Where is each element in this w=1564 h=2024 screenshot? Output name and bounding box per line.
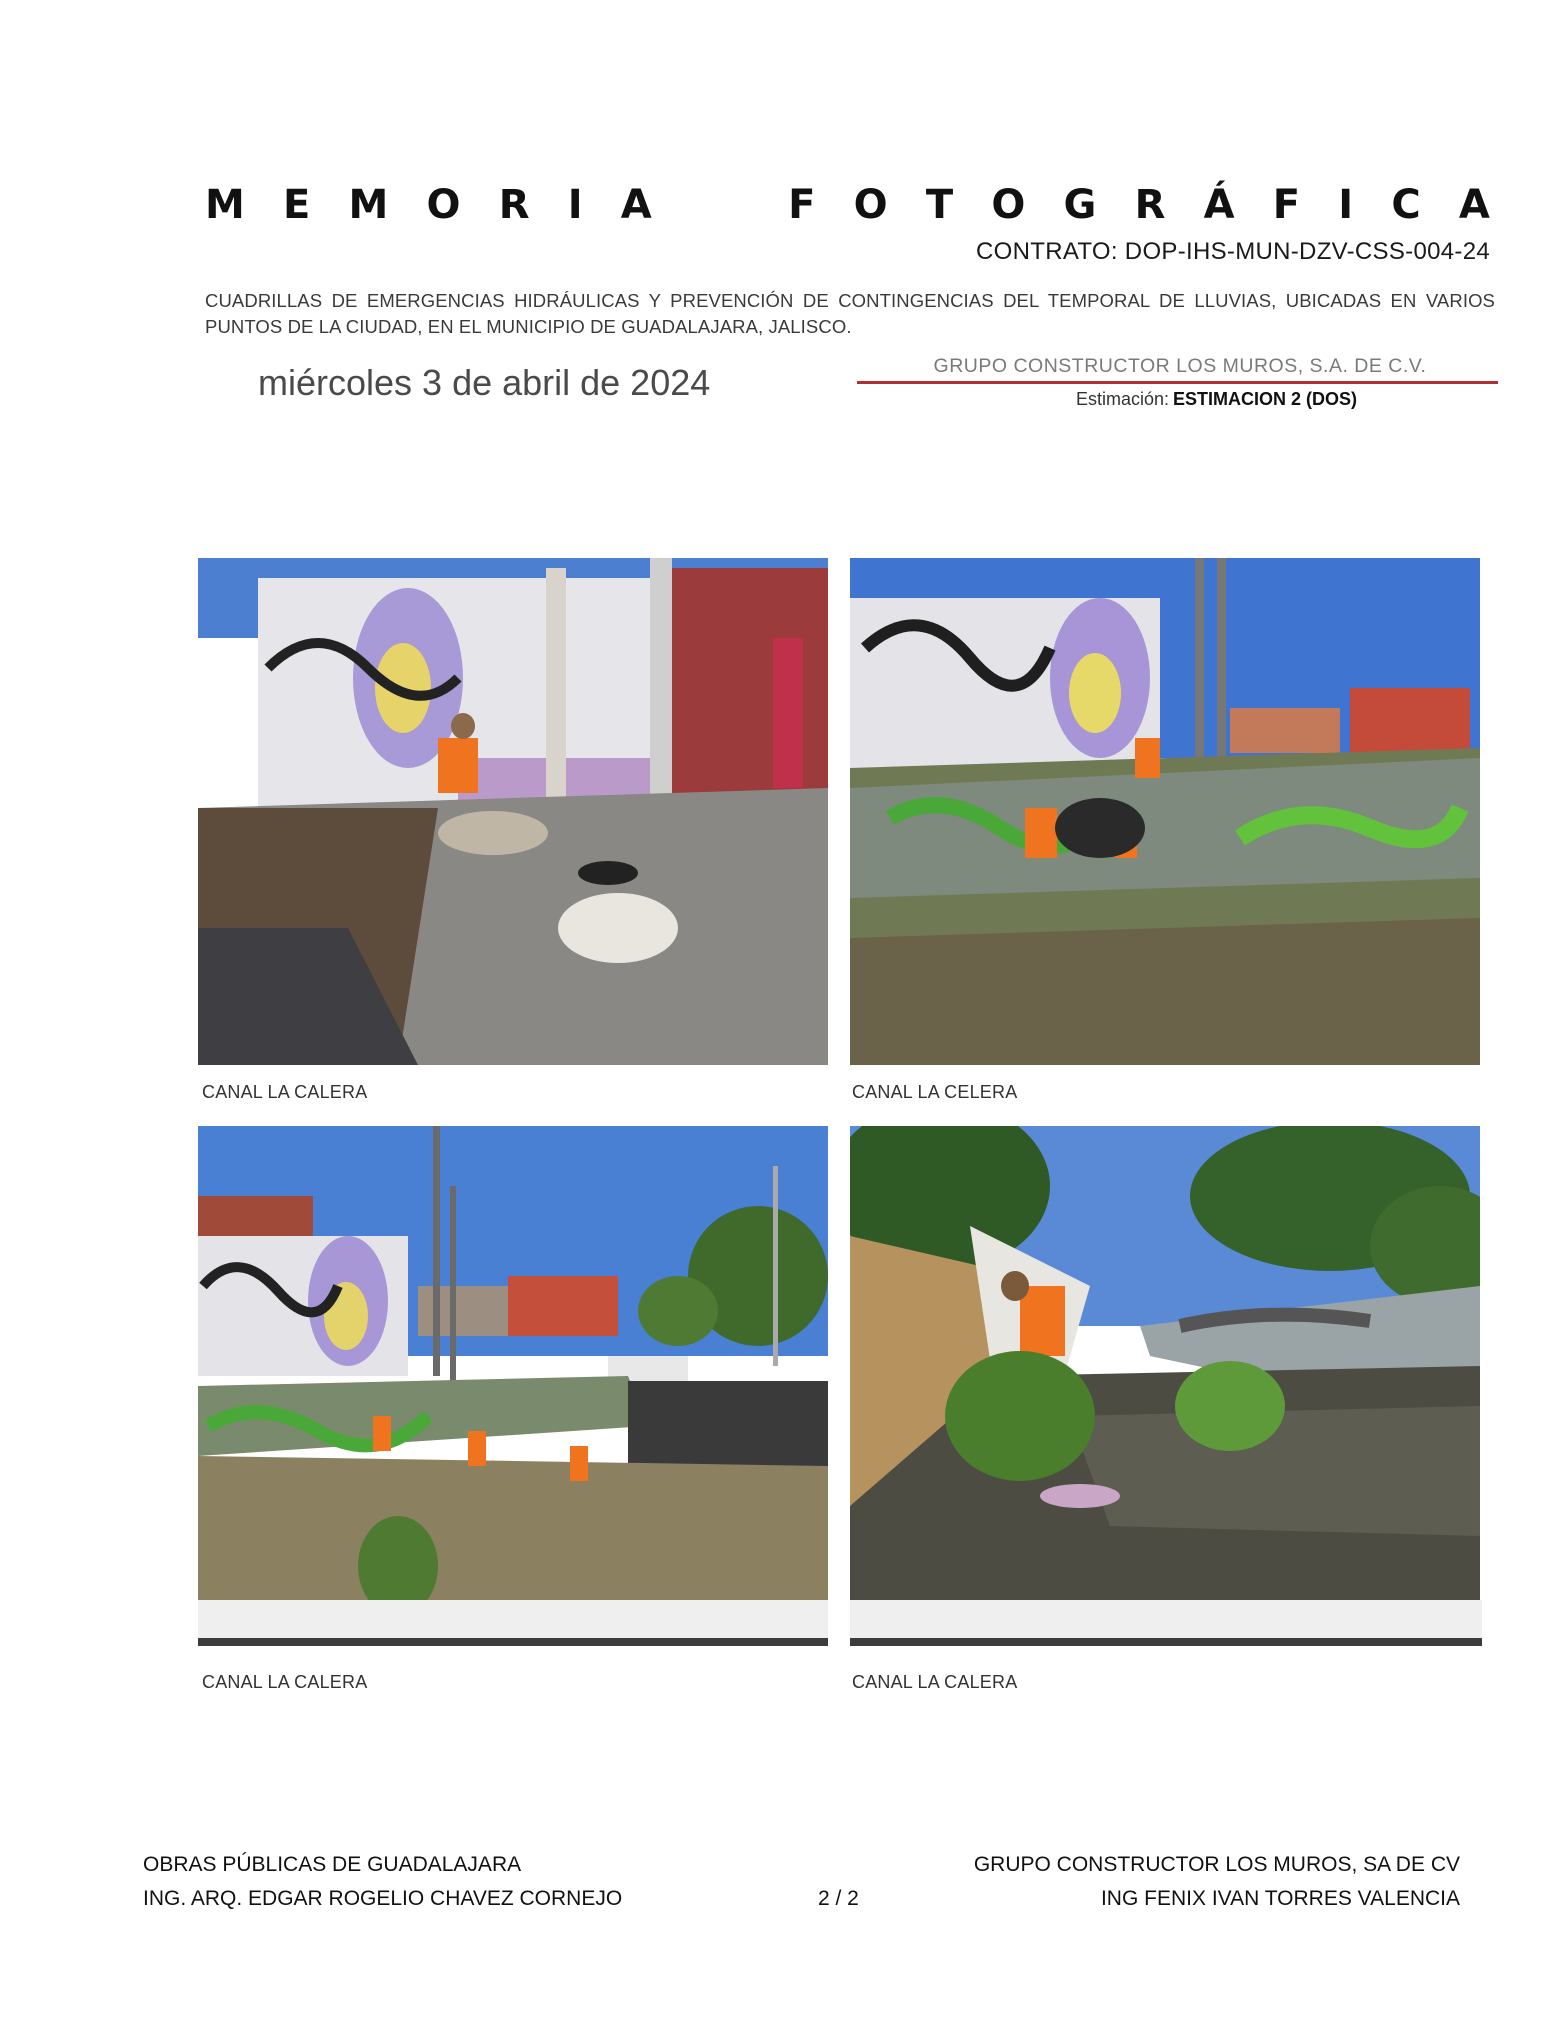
title-letter: O	[426, 182, 461, 228]
title-letter: R	[498, 182, 530, 228]
title-letter: A	[1458, 182, 1490, 228]
photo-2-caption: CANAL LA CELERA	[852, 1082, 1018, 1102]
footer-left	[143, 1848, 622, 1916]
footer-right-signer: ING FENIX IVAN TORRES VALENCIA	[1100, 1887, 1460, 1910]
estimation-value: ESTIMACION 2 (DOS)	[1173, 389, 1358, 409]
title-letter: T	[925, 182, 954, 228]
title-letter: E	[283, 182, 311, 228]
footer-left-org: OBRAS PÚBLICAS DE GUADALAJARA	[143, 1853, 522, 1876]
work-description: CUADRILLAS DE EMERGENCIAS HIDRÁULICAS Y PREVENCIÓN DE CONTINGENCIAS DEL TEMPORAL DE LLUVIAS, UBICADAS EN VARIOS PUNTOS DE LA CIUDAD, EN EL MUNICIPIO DE GUADALAJARA, JALISCO.	[205, 290, 1495, 337]
title-letter: F	[788, 182, 816, 228]
photo-4	[850, 1126, 1480, 1600]
title-letter: I	[567, 182, 583, 228]
title-letter: O	[991, 182, 1026, 228]
report-date: miércoles 3 de abril de 2024	[258, 362, 711, 403]
title-letter: M	[205, 182, 245, 228]
title-letter: R	[1134, 182, 1166, 228]
footer-right-org: GRUPO CONSTRUCTOR LOS MUROS, SA DE CV	[973, 1853, 1460, 1876]
photo-3-frame	[198, 1600, 828, 1638]
photo-4-frame	[850, 1600, 1482, 1638]
page-number: 2 / 2	[818, 1887, 859, 1910]
title-letter: Á	[1203, 182, 1235, 228]
photo-3-divider	[198, 1638, 828, 1646]
photo-3-caption: CANAL LA CALERA	[202, 1672, 368, 1692]
title-letter: G	[1063, 182, 1097, 228]
estimation	[1076, 389, 1357, 410]
title-letter: I	[1338, 182, 1354, 228]
photo-4-divider	[850, 1638, 1482, 1646]
footer-right	[974, 1848, 1460, 1916]
company-name: GRUPO CONSTRUCTOR LOS MUROS, S.A. DE C.V.	[933, 355, 1427, 377]
title-letter: F	[1272, 182, 1301, 228]
estimation-label: Estimación:	[1076, 389, 1170, 409]
photo-1	[198, 558, 828, 1065]
title-letter: O	[853, 182, 888, 228]
title-letter: C	[1391, 182, 1421, 228]
photo-1-caption: CANAL LA CALERA	[202, 1082, 368, 1102]
photo-3	[198, 1126, 828, 1600]
header-divider	[857, 381, 1498, 384]
page-title	[205, 175, 1490, 235]
photo-4-caption: CANAL LA CALERA	[852, 1672, 1018, 1692]
photo-2	[850, 558, 1480, 1065]
title-letter: A	[620, 182, 652, 228]
footer-left-signer: ING. ARQ. EDGAR ROGELIO CHAVEZ CORNEJO	[143, 1887, 623, 1910]
title-letter: M	[348, 182, 389, 228]
contract-number: CONTRATO: DOP-IHS-MUN-DZV-CSS-004-24	[976, 238, 1490, 265]
